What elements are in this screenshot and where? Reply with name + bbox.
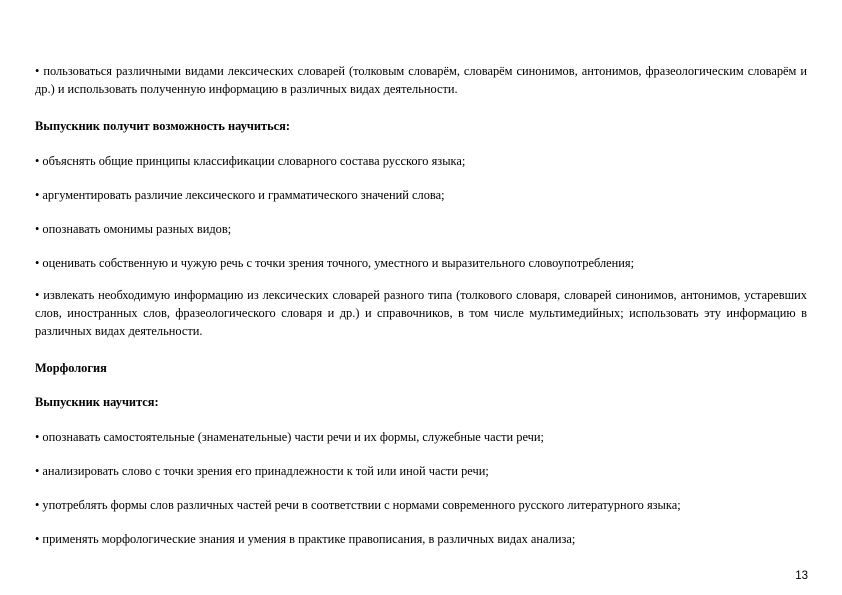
list-item-morphology-spelling: • применять морфологические знания и умения в практике правописания, в различных видах анализа;	[35, 532, 576, 546]
list-item-dictionaries: • пользоваться различными видами лексических словарей (толковым словарём, словарём синонимов, антонимов, фразеологическим словарём и др.) и использовать полученную информацию в различных видах деятельности.	[35, 64, 807, 96]
list-item-analyze-word: • анализировать слово с точки зрения его принадлежности к той или иной части речи;	[35, 464, 489, 478]
list-item-homonyms: • опознавать омонимы разных видов;	[35, 222, 232, 236]
list-item-word-forms: • употреблять формы слов различных частей речи в соответствии с нормами современного русского литературного языка;	[35, 498, 681, 512]
list-item-parts-of-speech: • опознавать самостоятельные (знаменательные) части речи и их формы, служебные части речи;	[35, 430, 544, 444]
list-item-speech-evaluation: • оценивать собственную и чужую речь с точки зрения точного, уместного и выразительного словоупотребления;	[35, 256, 635, 270]
list-item-classification: • объяснять общие принципы классификации словарного состава русского языка;	[35, 154, 466, 168]
list-item-extract-information: • извлекать необходимую информацию из лексических словарей разного типа (толкового словаря, словарей синонимов, антонимов, устаревших слов, иностранных слов, фразеологического словаря и др.) и справочников, в том числе мультимедийных; использовать эту информацию в различных видах деятельности.	[35, 288, 807, 338]
page-number: 13	[795, 570, 808, 582]
section-subheading-will-learn: Выпускник научится:	[35, 395, 159, 409]
section-heading-morphology: Морфология	[35, 361, 107, 375]
section-subheading-opportunity: Выпускник получит возможность научиться:	[35, 119, 290, 133]
list-item-lexical-grammatical: • аргументировать различие лексического и грамматического значений слова;	[35, 188, 445, 202]
